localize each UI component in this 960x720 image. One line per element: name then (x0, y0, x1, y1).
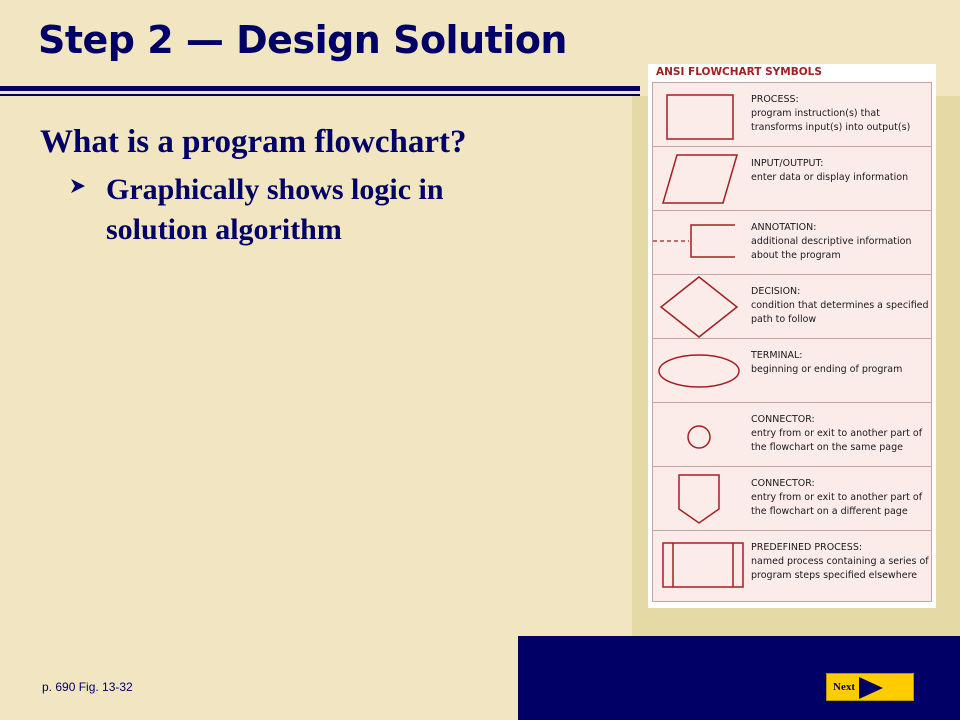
symbol-row-predefined-process (653, 531, 931, 601)
symbol-name: CONNECTOR: (751, 414, 815, 425)
title-divider-thick (0, 86, 640, 91)
symbols-panel (652, 82, 932, 602)
symbol-row-decision (653, 275, 931, 339)
next-button[interactable] (826, 673, 914, 701)
next-arrow-icon (859, 677, 883, 699)
symbol-name: PROCESS: (751, 94, 799, 105)
figure-reference: p. 690 Fig. 13-32 (42, 680, 133, 694)
input-output-parallelogram-icon (653, 147, 749, 211)
symbol-name: CONNECTOR: (751, 478, 815, 489)
symbol-row-input-output (653, 147, 931, 211)
symbol-description: named process containing a series of program steps specified elsewhere (751, 556, 929, 581)
figure-title: ANSI FLOWCHART SYMBOLS (656, 66, 822, 78)
symbol-row-connector-same-page (653, 403, 931, 467)
decision-diamond-icon (653, 275, 749, 339)
symbol-row-terminal (653, 339, 931, 403)
terminal-ellipse-icon (653, 339, 749, 403)
symbol-row-process (653, 83, 931, 147)
symbol-description: condition that determines a specified path to follow (751, 300, 929, 325)
flowchart-symbols-figure (648, 64, 936, 608)
symbol-description: enter data or display information (751, 172, 909, 183)
symbol-row-connector-different-page (653, 467, 931, 531)
symbol-name: INPUT/OUTPUT: (751, 158, 824, 169)
symbol-description: entry from or exit to another part of the flowchart on the same page (751, 428, 923, 453)
arrow-bullet-icon (70, 178, 86, 194)
question-heading: What is a program flowchart? (40, 124, 467, 160)
symbol-description: beginning or ending of program (751, 364, 903, 375)
symbol-description: entry from or exit to another part of the flowchart on a different page (751, 492, 923, 517)
symbol-row-annotation (653, 211, 931, 275)
slide-title: Step 2 — Design Solution (38, 18, 567, 62)
symbol-name: TERMINAL: (751, 350, 803, 361)
bullet-text: Graphically shows logic in solution algorithm (106, 173, 444, 246)
annotation-bracket-icon (653, 211, 749, 275)
predefined-process-icon (653, 531, 749, 595)
connector-circle-icon (653, 403, 749, 467)
symbol-description: program instruction(s) that transforms input(s) into output(s) (751, 108, 911, 133)
title-divider-thin (0, 94, 640, 96)
off-page-connector-icon (653, 467, 749, 531)
next-button-label: Next (833, 681, 855, 693)
process-rectangle-icon (653, 83, 749, 147)
symbol-description: additional descriptive information about the program (751, 236, 912, 261)
symbol-name: PREDEFINED PROCESS: (751, 542, 863, 553)
symbol-name: DECISION: (751, 286, 801, 297)
symbol-name: ANNOTATION: (751, 222, 817, 233)
